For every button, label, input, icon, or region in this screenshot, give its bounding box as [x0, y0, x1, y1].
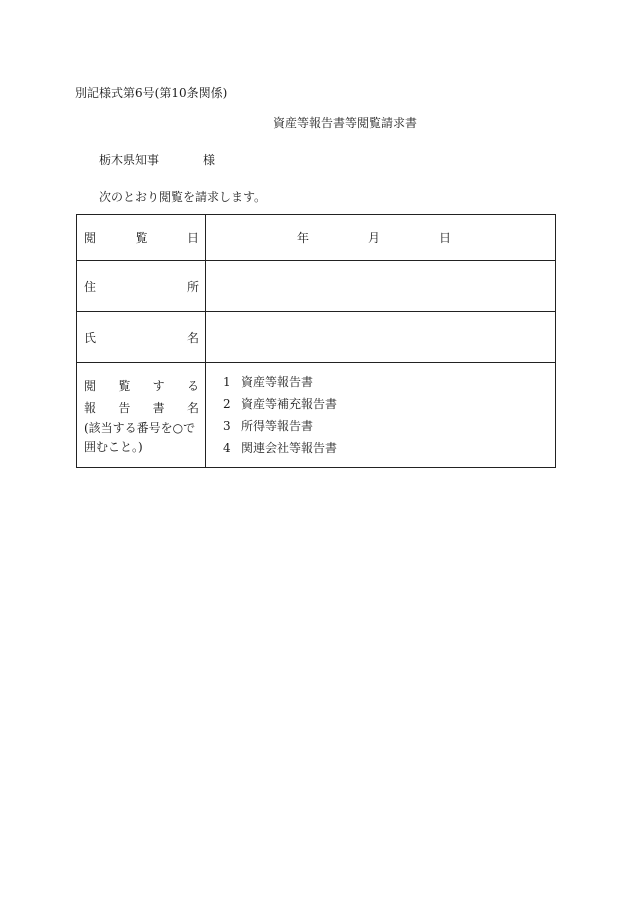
reports-label-char: 報: [84, 401, 97, 415]
form-reference: 別記様式第6号(第10条関係): [75, 86, 228, 100]
name-label: [77, 312, 206, 363]
year-unit: 年: [297, 231, 310, 245]
reports-label: [77, 363, 206, 468]
reports-label-line1: [84, 375, 199, 397]
report-option-number: 3: [223, 419, 231, 433]
request-form-table: [76, 214, 556, 468]
report-option[interactable]: [223, 393, 555, 415]
reports-label-char: る: [186, 379, 199, 393]
name-label-char: 氏: [84, 330, 97, 345]
address-label-char: 住: [84, 279, 97, 294]
reports-options-cell: [206, 363, 556, 468]
reports-label-char: 名: [186, 401, 199, 415]
report-option-name: 関連会社等報告書: [241, 441, 338, 455]
report-option[interactable]: [223, 437, 555, 459]
address-label: [77, 261, 206, 312]
report-options-list: [206, 371, 555, 459]
report-option-name: 資産等報告書: [241, 375, 314, 389]
viewing-date-label-char: 閲: [84, 231, 97, 245]
table-row-address: [77, 261, 556, 312]
address-label-char: 所: [186, 279, 199, 294]
reports-label-char: 告: [118, 401, 131, 415]
viewing-date-label: [77, 215, 206, 261]
table-row-name: [77, 312, 556, 363]
report-option-name: 所得等報告書: [241, 419, 314, 433]
viewing-date-label-char: 覧: [135, 231, 148, 245]
name-field[interactable]: [206, 312, 556, 363]
reports-label-char: 書: [152, 401, 165, 415]
reports-label-char: す: [152, 379, 165, 393]
reports-label-char: 閲: [84, 379, 97, 393]
report-option[interactable]: [223, 371, 555, 393]
report-option-number: 1: [223, 375, 231, 389]
document-title: 資産等報告書等閲覧請求書: [272, 116, 417, 130]
addressee-honorific: 様: [203, 153, 216, 167]
document-title-wrapper: [0, 114, 630, 131]
viewing-date-field[interactable]: [206, 215, 556, 261]
viewing-date-label-char: 日: [186, 231, 199, 245]
request-text: 次のとおり閲覧を請求します。: [99, 190, 267, 204]
address-field[interactable]: [206, 261, 556, 312]
reports-note-line1: (該当する番号を○で: [84, 421, 196, 435]
month-unit: 月: [368, 231, 381, 245]
report-option-number: 4: [223, 441, 231, 455]
report-option-number: 2: [223, 397, 231, 411]
reports-label-char: 覧: [118, 379, 131, 393]
day-unit: 日: [439, 231, 452, 245]
report-option-name: 資産等補充報告書: [241, 397, 338, 411]
table-row-viewing-date: [77, 215, 556, 261]
reports-note-line2: 囲むこと。): [84, 440, 143, 454]
name-label-char: 名: [186, 330, 199, 345]
report-option[interactable]: [223, 415, 555, 437]
addressee-name: 栃木県知事: [99, 153, 160, 167]
reports-label-line2: [84, 397, 199, 419]
addressee: [99, 151, 215, 168]
table-row-reports: [77, 363, 556, 468]
